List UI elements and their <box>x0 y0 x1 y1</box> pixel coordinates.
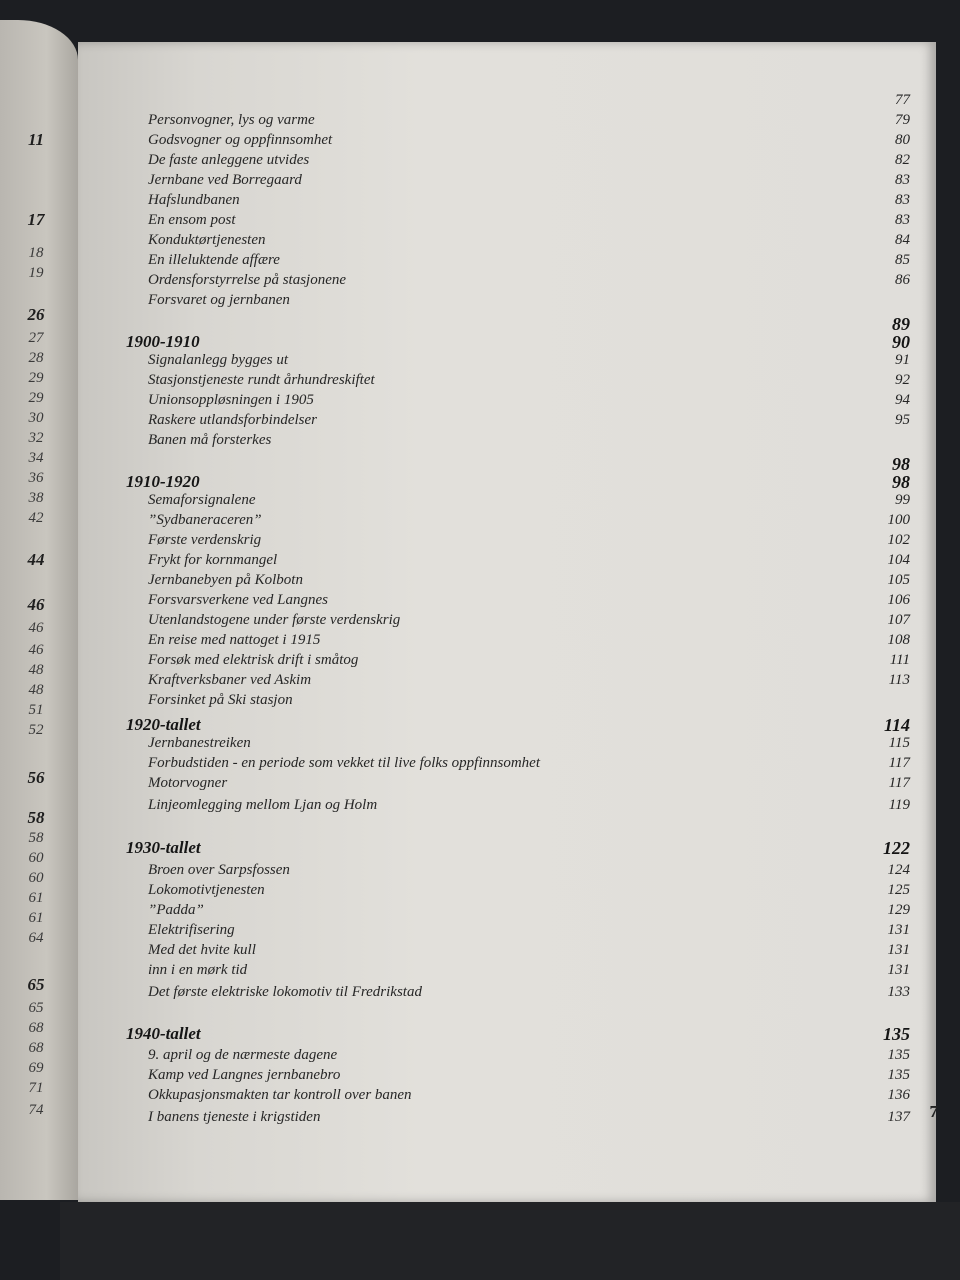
entry-page-number: 114 <box>883 715 910 735</box>
entry-title: Det første elektriske lokomotiv til Fredrikstad <box>148 984 422 1000</box>
entry-title: Signalanlegg bygges ut <box>148 352 288 368</box>
entry-page-number: 83 <box>895 212 910 228</box>
toc-entry-row <box>78 412 936 432</box>
entry-title: Forsvaret og jernbanen <box>148 292 290 308</box>
entry-title: Første verdenskrig <box>148 532 262 548</box>
margin-page-number: 19 <box>28 265 44 281</box>
entry-page-number: 115 <box>888 735 910 751</box>
toc-entry-row <box>78 352 936 372</box>
margin-page-number: 32 <box>28 430 44 446</box>
entry-page-number: 86 <box>895 272 910 288</box>
entry-page-number: 92 <box>895 372 910 388</box>
margin-page-number: 46 <box>28 620 44 636</box>
entry-title: Motorvogner <box>148 775 228 791</box>
entry-title: Jernbanestreiken <box>148 735 251 751</box>
entry-title: Raskere utlandsforbindelser <box>148 412 318 428</box>
toc-entry-row <box>78 92 936 112</box>
entry-title: En illeluktende affære <box>148 252 280 268</box>
entry-title: Jernbane ved Borregaard <box>148 172 302 188</box>
entry-title: Forsvarsverkene ved Langnes <box>148 592 328 608</box>
margin-page-number: 68 <box>28 1020 44 1036</box>
toc-entry-row <box>78 192 936 212</box>
toc-entry-row <box>78 112 936 132</box>
entry-page-number: 133 <box>887 984 910 1000</box>
margin-page-number: 69 <box>28 1060 44 1076</box>
toc-entry-row <box>78 882 936 902</box>
toc-entry-row <box>78 292 936 312</box>
toc-section-row <box>78 314 936 334</box>
toc-entry-row <box>78 735 936 755</box>
margin-page-number: 48 <box>28 662 44 678</box>
entry-page-number: 129 <box>887 902 910 918</box>
margin-page-number: 61 <box>28 910 44 926</box>
entry-page-number: 131 <box>887 942 910 958</box>
margin-page-number: 27 <box>28 330 44 346</box>
entry-title: 9. april og de nærmeste dagene <box>148 1047 338 1063</box>
toc-entry-row <box>78 862 936 882</box>
toc-entry-row <box>78 592 936 612</box>
toc-entry-row <box>78 672 936 692</box>
toc-entry-row <box>78 512 936 532</box>
book-cover-edge <box>60 1202 960 1280</box>
toc-section-row <box>78 1024 936 1044</box>
margin-page-number: 26 <box>27 305 45 324</box>
entry-title: Linjeomlegging mellom Ljan og Holm <box>148 797 378 813</box>
entry-page-number: 84 <box>895 232 910 248</box>
entry-page-number: 135 <box>883 1024 910 1044</box>
margin-page-number: 38 <box>28 490 44 506</box>
toc-entry-row <box>78 212 936 232</box>
entry-page-number: 80 <box>895 132 910 148</box>
margin-page-number: 46 <box>27 595 45 614</box>
toc-entry-row <box>78 755 936 775</box>
entry-page-number: 105 <box>887 572 910 588</box>
toc-entry-row <box>78 372 936 392</box>
margin-page-number: 44 <box>27 550 45 569</box>
entry-page-number: 82 <box>895 152 910 168</box>
margin-page-number: 36 <box>28 470 44 486</box>
margin-page-number: 56 <box>27 768 45 787</box>
toc-entry-row <box>78 612 936 632</box>
toc-entry-row <box>78 152 936 172</box>
entry-page-number: 119 <box>888 797 910 813</box>
toc-section-row <box>78 332 936 352</box>
page-number: 7 <box>929 1102 938 1121</box>
entry-page-number: 91 <box>895 352 910 368</box>
left-page <box>0 20 78 1200</box>
toc-entry-row <box>78 1087 936 1107</box>
entry-page-number: 136 <box>887 1087 910 1103</box>
margin-page-number: 65 <box>28 1000 44 1016</box>
entry-page-number: 100 <box>887 512 910 528</box>
toc-entry-row <box>78 652 936 672</box>
entry-title: Med det hvite kull <box>148 942 256 958</box>
entry-title: Frykt for kornmangel <box>148 552 278 568</box>
toc-entry-row <box>78 532 936 552</box>
toc-entry-row <box>78 552 936 572</box>
entry-page-number: 98 <box>892 472 910 492</box>
entry-title: Okkupasjonsmakten tar kontroll over banen <box>148 1087 412 1103</box>
toc-entry-row <box>78 692 936 712</box>
entry-page-number: 89 <box>892 314 910 334</box>
margin-page-number: 18 <box>28 245 44 261</box>
entry-page-number: 137 <box>887 1109 910 1125</box>
toc-entry-row <box>78 132 936 152</box>
entry-title: Lokomotivtjenesten <box>148 882 265 898</box>
entry-title: Hafslundbanen <box>148 192 240 208</box>
margin-page-number: 52 <box>28 722 44 738</box>
toc-entry-row <box>78 902 936 922</box>
toc-entry-row <box>78 797 936 817</box>
entry-page-number: 113 <box>888 672 910 688</box>
entry-page-number: 135 <box>887 1047 910 1063</box>
entry-page-number: 99 <box>895 492 910 508</box>
toc-entry-row <box>78 492 936 512</box>
entry-page-number: 79 <box>895 112 910 128</box>
toc-entry-row <box>78 775 936 795</box>
entry-title: Kamp ved Langnes jernbanebro <box>148 1067 341 1083</box>
margin-page-number: 28 <box>28 350 44 366</box>
entry-page-number: 83 <box>895 172 910 188</box>
toc-entry-row <box>78 232 936 252</box>
toc-entry-row <box>78 172 936 192</box>
entry-title: De faste anleggene utvides <box>148 152 310 168</box>
toc-section-row <box>78 715 936 735</box>
section-title: 1930-tallet <box>126 838 201 857</box>
toc-entry-row <box>78 962 936 982</box>
margin-page-number: 48 <box>28 682 44 698</box>
toc-entry-row <box>78 252 936 272</box>
entry-page-number: 106 <box>887 592 910 608</box>
toc-section-row <box>78 472 936 492</box>
entry-title: Jernbanebyen på Kolbotn <box>148 572 303 588</box>
entry-page-number: 98 <box>892 454 910 474</box>
toc-entry-row <box>78 942 936 962</box>
entry-title: ”Padda” <box>148 902 204 918</box>
margin-page-number: 17 <box>27 210 45 229</box>
toc-entry-row <box>78 272 936 292</box>
entry-title: inn i en mørk tid <box>148 962 248 978</box>
margin-page-number: 30 <box>28 410 44 426</box>
margin-page-number: 29 <box>28 370 44 386</box>
entry-page-number: 83 <box>895 192 910 208</box>
entry-page-number: 131 <box>887 922 910 938</box>
entry-page-number: 125 <box>887 882 910 898</box>
margin-page-number: 42 <box>28 510 44 526</box>
toc-entry-row <box>78 1047 936 1067</box>
section-title: 1940-tallet <box>126 1024 201 1043</box>
entry-page-number: 95 <box>895 412 910 428</box>
margin-page-number: 68 <box>28 1040 44 1056</box>
toc-entry-row <box>78 432 936 452</box>
entry-title: Elektrifisering <box>148 922 235 938</box>
toc-entry-row <box>78 1067 936 1087</box>
margin-page-number: 58 <box>27 808 45 827</box>
margin-page-number: 65 <box>27 975 45 994</box>
entry-title: En reise med nattoget i 1915 <box>148 632 321 648</box>
margin-page-number: 61 <box>28 890 44 906</box>
entry-page-number: 104 <box>887 552 910 568</box>
entry-page-number: 111 <box>889 652 910 668</box>
entry-title: Forsinket på Ski stasjon <box>148 692 293 708</box>
section-title: 1920-tallet <box>126 715 201 734</box>
entry-title: Utenlandstogene under første verdenskrig <box>148 612 401 628</box>
section-title: 1900-1910 <box>126 332 200 351</box>
entry-page-number: 135 <box>887 1067 910 1083</box>
entry-title: Stasjonstjeneste rundt århundreskiftet <box>148 372 375 388</box>
entry-title: Kraftverksbaner ved Askim <box>148 672 312 688</box>
entry-page-number: 102 <box>887 532 910 548</box>
margin-page-number: 58 <box>28 830 44 846</box>
toc-entry-row <box>78 984 936 1004</box>
entry-title: Banen må forsterkes <box>148 432 272 448</box>
margin-page-number: 60 <box>28 850 44 866</box>
margin-page-number: 34 <box>28 450 44 466</box>
margin-page-number: 51 <box>28 702 44 718</box>
entry-title: ”Sydbaneraceren” <box>148 512 262 528</box>
entry-title: En ensom post <box>148 212 236 228</box>
entry-page-number: 94 <box>895 392 910 408</box>
toc-entry-row <box>78 572 936 592</box>
toc-section-row <box>78 838 936 858</box>
entry-title: Forsøk med elektrisk drift i småtog <box>148 652 359 668</box>
entry-page-number: 107 <box>887 612 910 628</box>
margin-page-number: 29 <box>28 390 44 406</box>
entry-page-number: 122 <box>883 838 910 858</box>
entry-title: Godsvogner og oppfinnsomhet <box>148 132 333 148</box>
entry-title: I banens tjeneste i krigstiden <box>148 1109 321 1125</box>
entry-title: Forbudstiden - en periode som vekket til live folks oppfinnsomhet <box>148 755 540 771</box>
entry-page-number: 108 <box>887 632 910 648</box>
margin-page-number: 64 <box>28 930 44 946</box>
margin-page-number: 60 <box>28 870 44 886</box>
toc-section-row <box>78 454 936 474</box>
margin-page-number: 11 <box>27 130 45 149</box>
entry-page-number: 124 <box>887 862 910 878</box>
margin-page-number: 71 <box>28 1080 44 1096</box>
entry-page-number: 90 <box>892 332 910 352</box>
entry-page-number: 117 <box>888 775 910 791</box>
entry-title: Semaforsignalene <box>148 492 256 508</box>
toc-entry-row <box>78 632 936 652</box>
entry-page-number: 77 <box>895 92 910 108</box>
entry-title: Unionsoppløsningen i 1905 <box>148 392 314 408</box>
entry-title: Broen over Sarpsfossen <box>148 862 290 878</box>
entry-title: Ordensforstyrrelse på stasjonene <box>148 272 347 288</box>
toc-entry-row <box>78 1109 936 1129</box>
entry-page-number: 117 <box>888 755 910 771</box>
right-page <box>78 42 936 1202</box>
section-title: 1910-1920 <box>126 472 200 491</box>
entry-page-number: 131 <box>887 962 910 978</box>
entry-page-number: 85 <box>895 252 910 268</box>
margin-page-number: 46 <box>28 642 44 658</box>
margin-page-number: 74 <box>28 1102 44 1118</box>
toc-entry-row <box>78 922 936 942</box>
entry-title: Konduktørtjenesten <box>148 232 266 248</box>
toc-entry-row <box>78 392 936 412</box>
entry-title: Personvogner, lys og varme <box>148 112 315 128</box>
